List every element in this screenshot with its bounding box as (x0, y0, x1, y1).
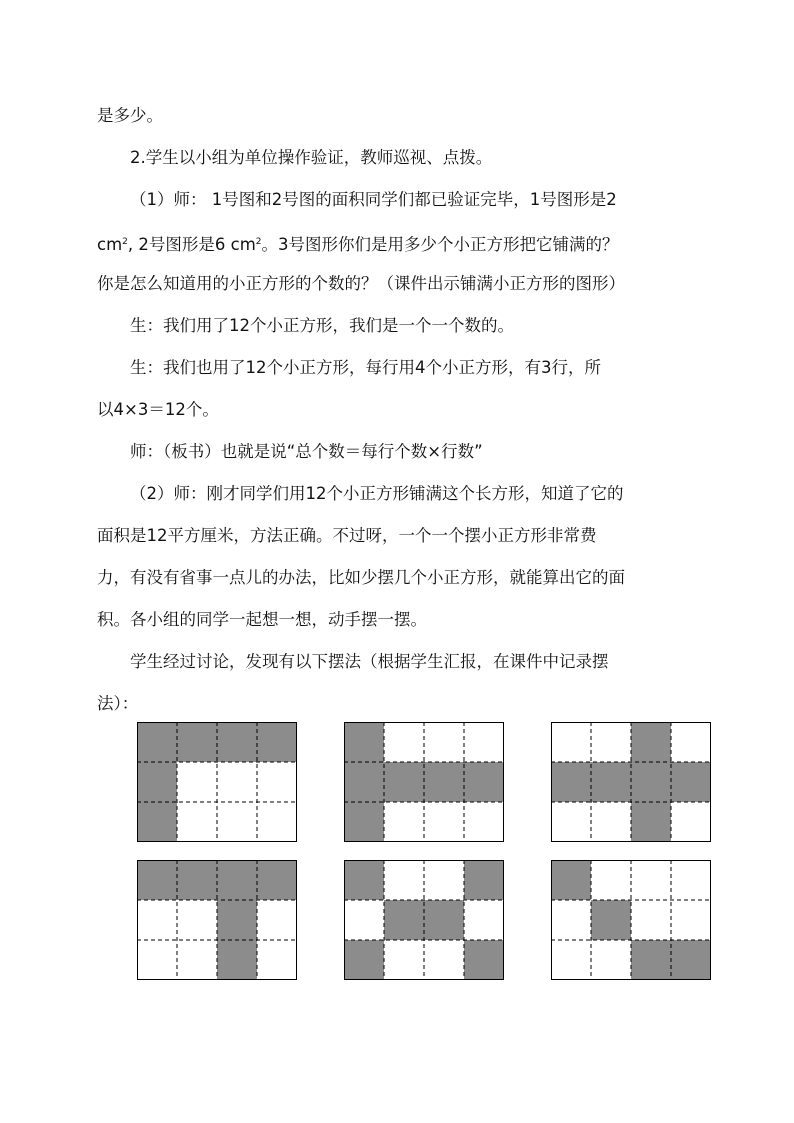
shaded-cell (344, 722, 384, 762)
shaded-cell (137, 722, 177, 762)
text-line: 面积是12平方厘米，方法正确。不过呀，一个一个摆小正方形非常费 (97, 526, 597, 545)
text-line: 2.学生以小组为单位操作验证，教师巡视、点拨。 (130, 148, 493, 167)
tiling-figure-3 (551, 722, 711, 842)
shaded-cell (344, 940, 384, 980)
shaded-cell (424, 762, 464, 802)
shaded-cell (591, 762, 631, 802)
shaded-cell (217, 940, 257, 980)
shaded-cell (551, 860, 591, 900)
tiling-figure-2 (344, 722, 504, 842)
grid-svg (344, 860, 504, 980)
shaded-cell (591, 900, 631, 940)
shaded-cell (464, 860, 504, 900)
grid-svg (551, 860, 711, 980)
grid-svg (137, 860, 297, 980)
text-line: $cm^2$, 2号图形是6 $cm^2$。3号图形你们是用多少个小正方形把它铺满的？ (97, 235, 619, 254)
shaded-cell (344, 762, 384, 802)
text-line: 学生经过讨论，发现有以下摆法（根据学生汇报，在课件中记录摆 (130, 652, 609, 671)
shaded-cell (344, 860, 384, 900)
shaded-cell (464, 940, 504, 980)
shaded-cell (551, 762, 591, 802)
shaded-cell (137, 860, 177, 900)
shaded-cell (424, 900, 464, 940)
shaded-cell (344, 802, 384, 842)
shaded-cell (177, 722, 217, 762)
shaded-cell (631, 802, 671, 842)
grid-svg (344, 722, 504, 842)
shaded-cell (631, 940, 671, 980)
shaded-cell (137, 802, 177, 842)
shaded-cell (631, 762, 671, 802)
shaded-cell (384, 762, 424, 802)
shaded-cell (671, 762, 711, 802)
text-line: （2）师：刚才同学们用12个小正方形铺满这个长方形，知道了它的 (130, 484, 624, 503)
shaded-cell (217, 722, 257, 762)
grid-svg (551, 722, 711, 842)
shaded-cell (631, 722, 671, 762)
text-line: 以4×3＝12个。 (97, 400, 219, 419)
shaded-cell (217, 900, 257, 940)
shaded-cell (257, 722, 297, 762)
shaded-cell (464, 762, 504, 802)
text-line: （1）师： 1号图和2号图的面积同学们都已验证完毕，1号图形是2 (130, 190, 617, 209)
shaded-cell (384, 900, 424, 940)
shaded-cell (177, 860, 217, 900)
shaded-cell (217, 860, 257, 900)
text-line: 师：（板书）也就是说“总个数＝每行个数×行数” (130, 442, 483, 461)
text-line: 生：我们也用了12个小正方形，每行用4个小正方形，有3行，所 (130, 358, 601, 377)
tiling-figure-6 (551, 860, 711, 980)
text-line: 你是怎么知道用的小正方形的个数的？（课件出示铺满小正方形的图形） (97, 274, 625, 293)
tiling-figure-4 (137, 860, 297, 980)
grid-svg (137, 722, 297, 842)
text-line: 生：我们用了12个小正方形，我们是一个一个数的。 (130, 316, 514, 335)
tiling-figure-1 (137, 722, 297, 842)
shaded-cell (137, 762, 177, 802)
text-line: 是多少。 (97, 106, 163, 125)
shaded-cell (671, 940, 711, 980)
text-line: 力，有没有省事一点儿的办法，比如少摆几个小正方形，就能算出它的面 (97, 568, 625, 587)
shaded-cell (257, 860, 297, 900)
tiling-figure-5 (344, 860, 504, 980)
text-line: 法）： (97, 694, 139, 713)
text-line: 积。各小组的同学一起想一想，动手摆一摆。 (97, 610, 427, 629)
